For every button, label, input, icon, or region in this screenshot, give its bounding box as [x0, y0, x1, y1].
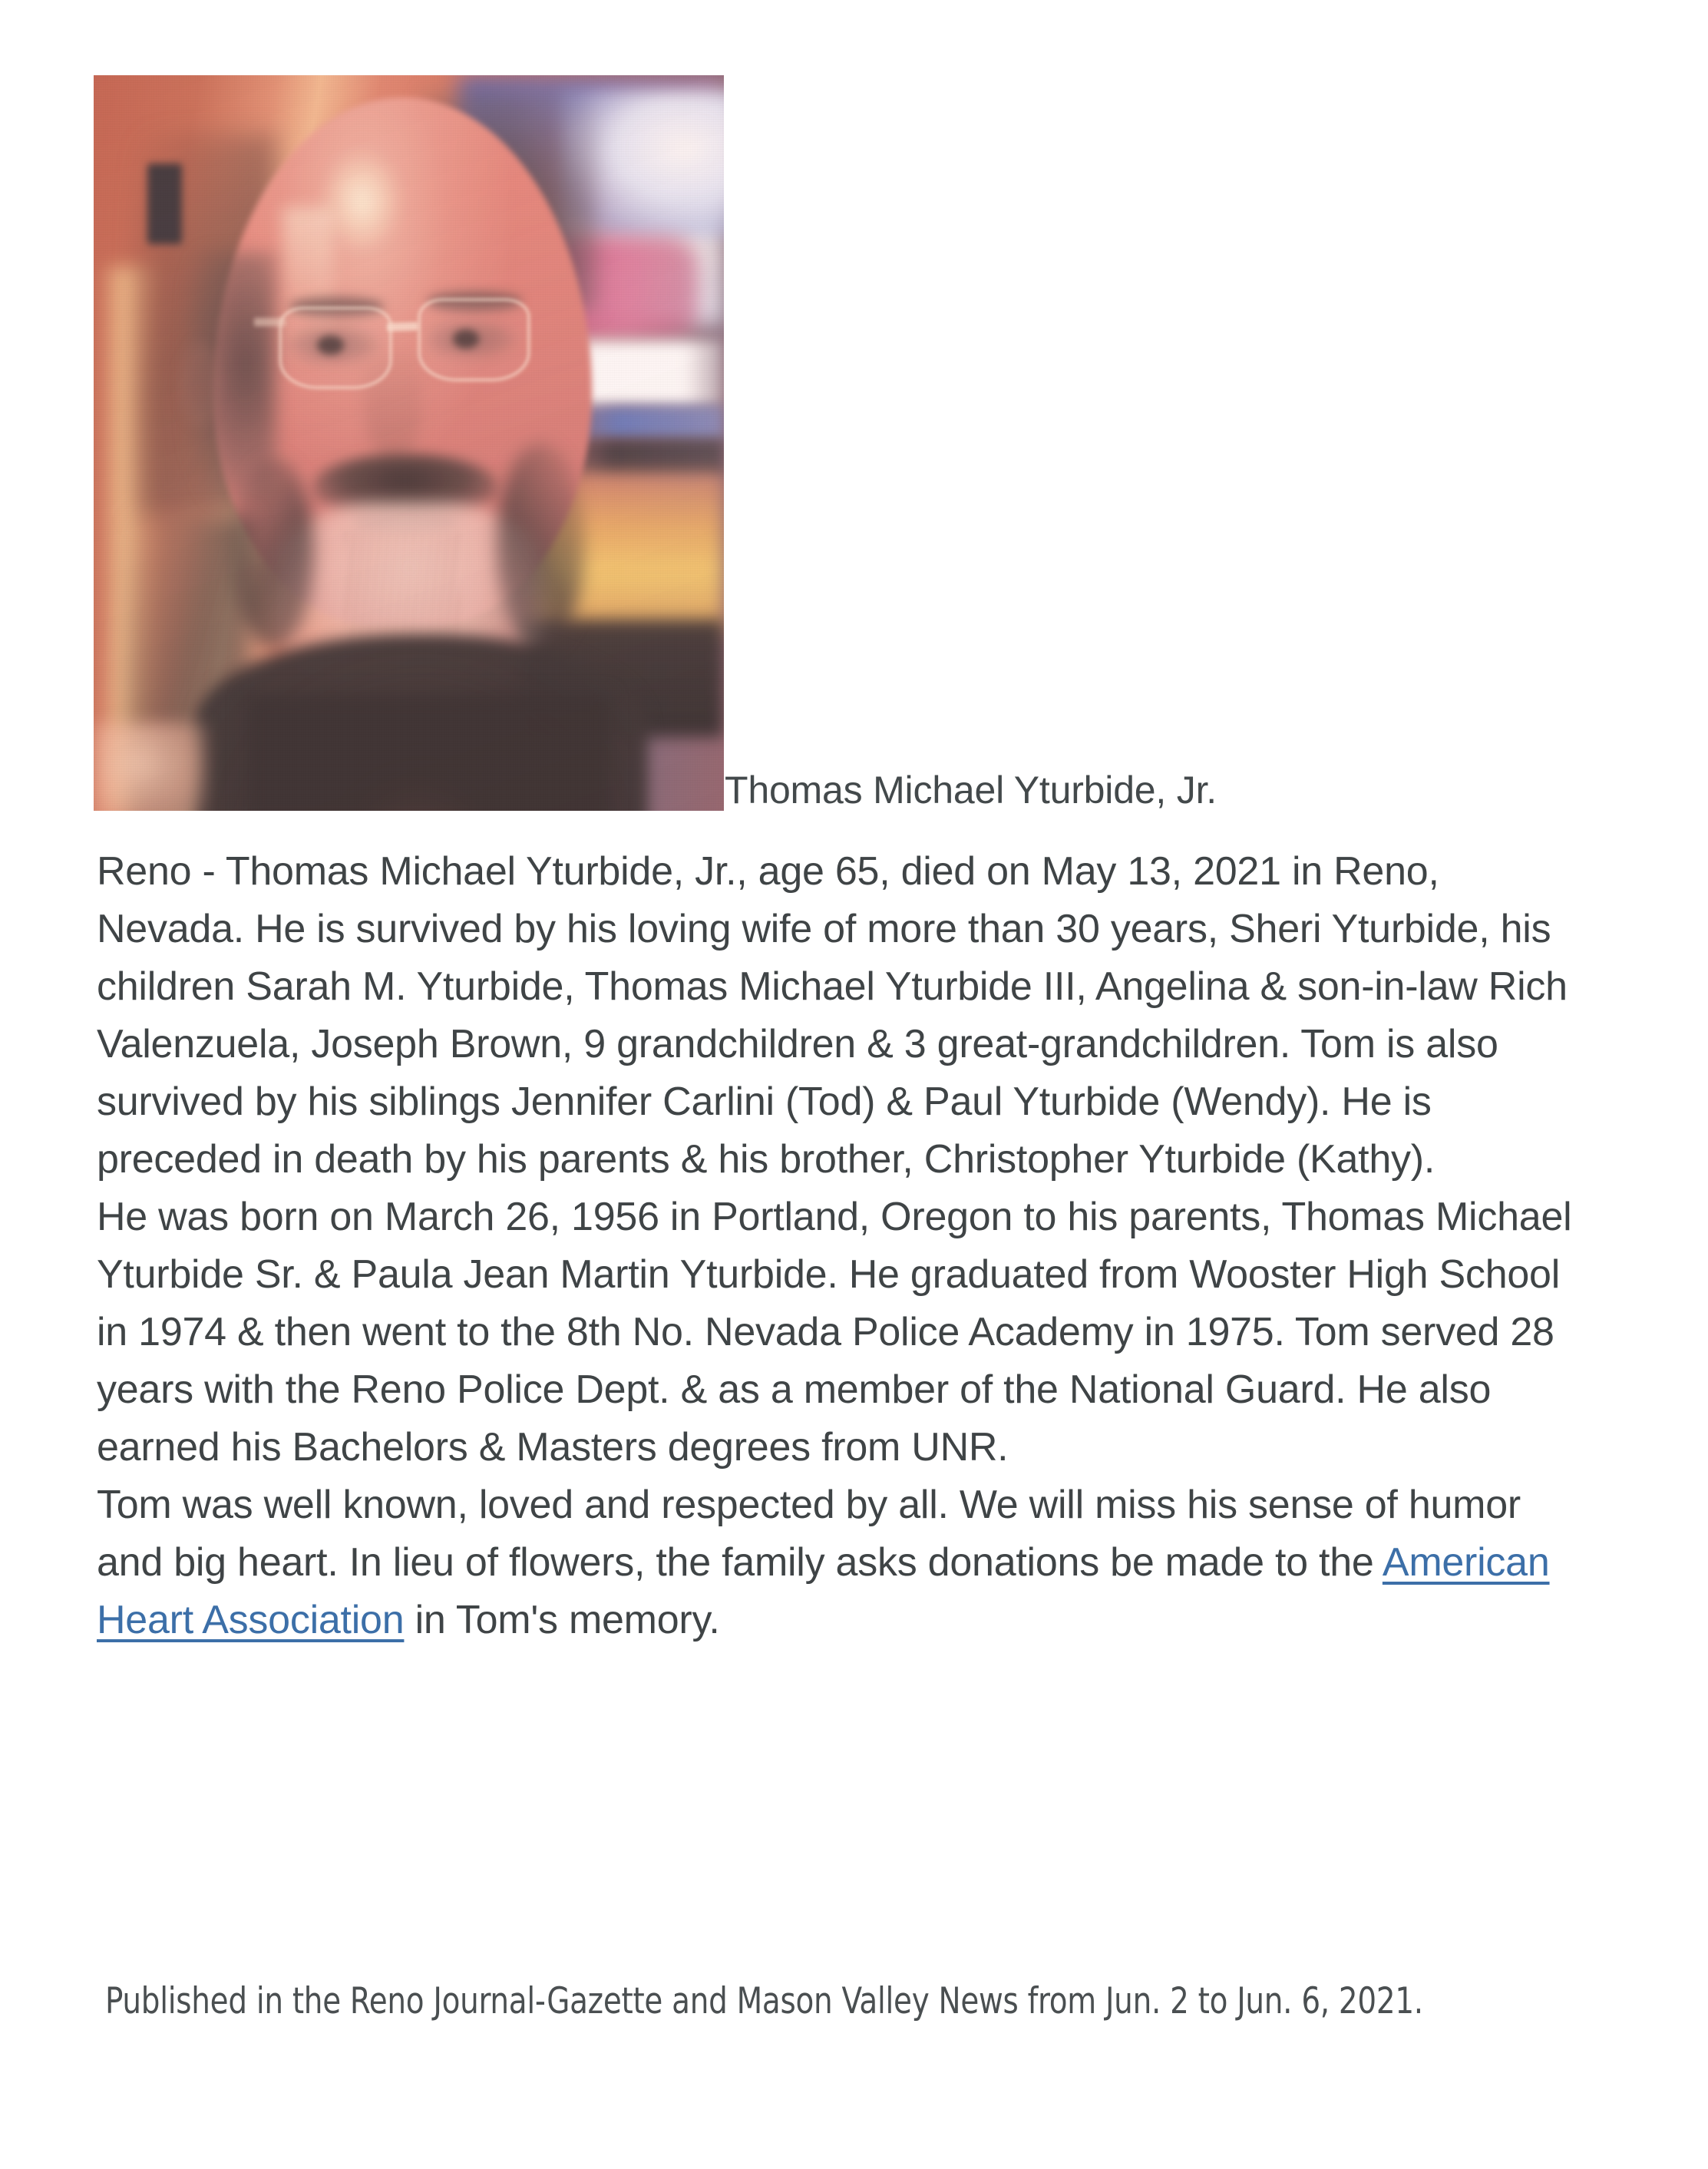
photo-background-highlight [560, 90, 724, 237]
photo-background-pink-sign [510, 237, 699, 340]
tribute-text-after-link: in Tom's memory. [404, 1598, 720, 1642]
photo-clothing [245, 693, 610, 811]
photo-hand [94, 722, 207, 811]
photo-background-doorway [137, 134, 276, 517]
photo-ear [179, 340, 220, 428]
photo-mouth [352, 513, 460, 532]
photo-pupil-right [453, 329, 479, 349]
photo-nose [365, 340, 421, 458]
photo-eyeglass-bridge [387, 322, 418, 331]
photo-jawline-right [497, 443, 585, 649]
photo-head [213, 98, 592, 627]
photo-eyeglass-lens-left [279, 307, 391, 389]
photo-eye-left [289, 326, 378, 364]
photo-background-wall [94, 75, 724, 811]
photo-eyebrow-right [428, 292, 522, 311]
photo-eyeglass-lens-right [418, 299, 530, 381]
photo-background-amber-glow [535, 472, 724, 634]
obituary-paragraph-biography: He was born on March 26, 1956 in Portland, Oregon to his parents, Thomas Michael Yturbide Sr. & Paula Jean Martin Yturbide. He graduated from Wooster High School in 1974 & then went to the 8th No. Nevada Police Academy in 1975. Tom served 28 years with the Reno Police Dept. & as a member of the National Guard. He also earned his Bachelors & Masters degrees from UNR. [97, 1195, 1572, 1470]
photo-background-dark-foreground [522, 620, 724, 737]
photo-scan-noise [94, 75, 724, 811]
photo-collar [194, 634, 648, 811]
publication-notice: Published in the Reno Journal-Gazette and Mason Valley News from Jun. 2 to Jun. 6, 2021. [105, 1980, 1423, 2022]
photo-hair-right [421, 90, 598, 310]
photo-eyebrow-left [289, 297, 384, 316]
photo-mustache [314, 454, 497, 516]
american-heart-association-link[interactable]: American Heart Association [97, 1540, 1550, 1642]
photo-scalp-highlight [321, 149, 403, 252]
photo-beard-texture [345, 531, 459, 649]
photo-background-window [459, 75, 724, 326]
obituary-body [97, 843, 1578, 1649]
photo-beard [270, 502, 547, 708]
portrait-photo [94, 75, 724, 811]
photo-pupil-left [317, 336, 343, 355]
photo-caption: Thomas Michael Yturbide, Jr. [725, 769, 1217, 812]
photo-jawline-left [233, 458, 315, 649]
photo-scalp-highlight-secondary [282, 207, 333, 369]
photo-background-light-column [100, 266, 163, 811]
photo-shoulder-left [125, 517, 251, 811]
photo-background-dark-bar [553, 439, 724, 476]
tribute-text-before-link: Tom was well known, loved and respected by all. We will miss his sense of humor and big heart. In lieu of flowers, the family asks donations be made to the [97, 1483, 1521, 1585]
obituary-paragraph-survivors: Reno - Thomas Michael Yturbide, Jr., age 65, died on May 13, 2021 in Reno, Nevada. He is survived by his loving wife of more than 30 years, Sheri Yturbide, his children Sarah M. Yturbide, Thomas Michael Yturbide III, Angelina & son-in-law Rich Valenzuela, Joseph Brown, 9 grandchildren & 3 great-grandchildren. Tom is also survived by his siblings Jennifer Carlini (Tod) & Paul Yturbide (Wendy). He is preceded in death by his parents & his brother, Christopher Yturbide (Kathy). [97, 849, 1568, 1182]
obituary-paragraph-tribute [97, 1476, 1578, 1649]
photo-eye-right [428, 320, 516, 359]
photo-eyeglass-temple [254, 318, 286, 326]
photo-frame [94, 75, 724, 811]
photo-background-dark-rectangle [147, 164, 182, 244]
photo-background-blue-stripe [547, 406, 724, 439]
photo-color-cast [94, 75, 724, 811]
photo-background-white-band [535, 340, 724, 406]
photo-hair-left [188, 252, 276, 502]
